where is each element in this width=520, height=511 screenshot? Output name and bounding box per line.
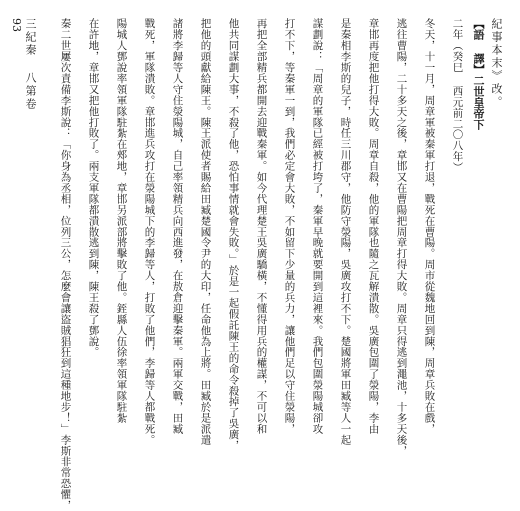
text-column: 陽城人鄧說率領軍隊駐紮在郟地，章邯另派部將擊敗了他。銍縣人伍徐率領軍隊駐紮 — [115, 18, 128, 424]
section-label: 【語 譯】二世皇帝下 — [472, 18, 485, 130]
book-title-note: 紀事本末》改。 — [490, 18, 503, 109]
text-column: 把他的頭獻給陳王。陳王派使者賜給田臧楚國令尹的大印，任命他為上將。田臧於是派遣 — [199, 18, 212, 446]
text-column: 他共同謀劃大事，不殺了他，恐怕事情就會失敗。」於是一起假託陳王的命令殺掉了吳廣， — [227, 18, 240, 451]
running-head: 三紀秦 八第卷 — [24, 18, 37, 111]
text-column: 逃往曹陽，二十多天之後，章邯又在曹陽把周章打得大敗。周章只得逃到澠池，十多天後， — [395, 18, 408, 456]
text-column: 冬天，十一月，周章軍被秦軍打退，戰死在曹陽。周市從魏地回到陳，周章兵敗在戲， — [423, 18, 436, 435]
text-column: 謀劃說：「周章的軍隊已經被打垮了，秦軍早晚就要開到這裡來。我們包圍滎陽城卻攻 — [311, 18, 324, 435]
text-column: 諸將李歸等人守住滎陽城，自己率領精兵向西進發，在敖倉迎擊秦軍。兩軍交戰，田臧 — [171, 18, 184, 435]
text-column: 二年（癸巳 西元前二〇八年） — [451, 18, 464, 173]
text-column: 打不下，等秦軍一到，我們必定會大敗，不如留下少量的兵力，讓他們足以守住滎陽， — [283, 18, 296, 435]
text-column: 秦二世屢次責備李斯說：「你身為丞相，位列三公，怎麼會讓盜賊猖狂到這種地步！」李斯非常恐懼， — [59, 18, 72, 511]
text-column: 再把全部精兵都開去迎戰秦軍。如今代理楚王吳廣驕橫，不懂得用兵的權謀，不可以和 — [255, 18, 268, 435]
text-column: 在許地，章邯又把他打敗了。兩支軍隊都潰散逃到陳，陳王殺了鄧說。 — [87, 18, 100, 358]
page-number: 93 — [10, 18, 23, 32]
text-column: 章邯再度把他打得大敗。周章自殺，他的軍隊也隨之瓦解潰散。吳廣包圍了滎陽，李由 — [367, 18, 380, 435]
text-column: 是秦相李斯的兒子，時任三川郡守，他防守滎陽，吳廣攻打不下。楚國將軍田臧等人一起 — [339, 18, 352, 446]
text-column: 戰死，軍隊潰敗。章邯進兵攻打在滎陽城下的李歸等人，打敗了他們，李歸等人都戰死。 — [143, 18, 156, 446]
